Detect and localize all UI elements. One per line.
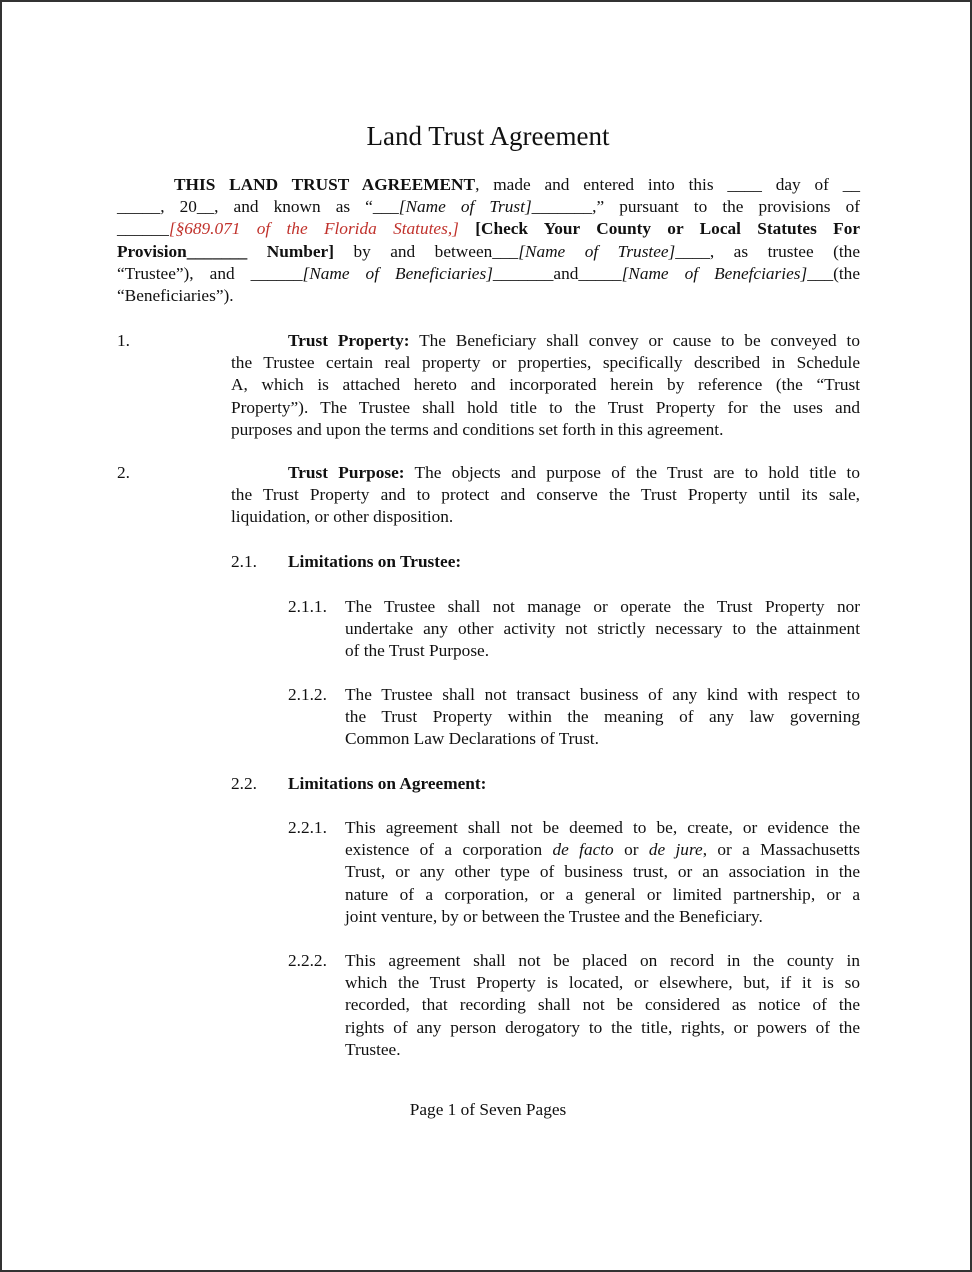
section-line: liquidation, or other disposition. <box>231 507 454 527</box>
clause-2-2-2 <box>345 950 860 1061</box>
beneficiaries-name-placeholder: [Name of Benefciaries] <box>621 263 808 283</box>
preamble-text: _____, 20__, and known as “___ <box>117 197 399 217</box>
clause-line: which the Trust Property is located, or elsewhere, but, if it is so <box>345 973 860 993</box>
section-line: A, which is attached hereto and incorporated herein by reference (the “Trust <box>231 375 860 395</box>
agreement-name: THIS LAND TRUST AGREEMENT <box>174 175 476 194</box>
clause-line: The Trustee shall not manage or operate the Trust Property nor <box>345 597 860 616</box>
statute-instruction: [Check Your County or Local Statutes For <box>475 219 861 239</box>
preamble-paragraph <box>117 174 860 307</box>
subsection-title: Limitations on Trustee: <box>288 552 462 571</box>
trust-name-placeholder: [Name of Trust] <box>398 197 532 217</box>
preamble-text: “Trustee”), and ______ <box>117 263 303 283</box>
preamble-text: _______and_____ <box>492 263 622 283</box>
subsection-title: Limitations on Agreement: <box>288 774 487 793</box>
statute-instruction: Provision_______ Number] <box>117 241 334 261</box>
clause-text: existence of a corporation <box>345 840 553 860</box>
section-trust-property <box>231 330 860 441</box>
preamble-text: ___(the <box>807 263 860 283</box>
trustee-name-placeholder: [Name of Trustee] <box>518 241 676 261</box>
preamble-text: by and between___ <box>333 241 519 261</box>
clause-2-1-2 <box>345 684 860 751</box>
latin-term: de jure <box>648 840 703 860</box>
clause-text: or <box>613 840 649 860</box>
clause-number: 2.2.2. <box>288 951 327 970</box>
clause-line: recorded, that recording shall not be considered as notice of the <box>345 995 860 1015</box>
clause-number: 2.1.2. <box>288 685 327 704</box>
section-heading: Trust Property: <box>288 331 410 350</box>
section-line: purposes and upon the terms and conditions set forth in this agreement. <box>231 419 724 439</box>
clause-2-1-1 <box>345 596 860 663</box>
beneficiaries-name-placeholder: [Name of Beneficiaries] <box>302 263 493 283</box>
clause-line: rights of any person derogatory to the title, rights, or powers of the <box>345 1017 860 1037</box>
clause-number: 2.1.1. <box>288 597 327 616</box>
clause-line: of the Trust Purpose. <box>345 641 490 661</box>
preamble-line <box>117 196 860 218</box>
clause-text: , or a Massachusetts <box>702 840 861 860</box>
section-text: The Beneficiary shall convey or cause to be conveyed to <box>409 331 860 350</box>
preamble-text: ______ <box>117 219 169 239</box>
preamble-line <box>117 174 860 196</box>
preamble-line <box>117 263 860 285</box>
preamble-text: ____, as trustee (the <box>675 241 860 261</box>
preamble-line <box>117 218 860 240</box>
section-line <box>231 462 860 484</box>
clause-line: Trustee. <box>345 1039 401 1059</box>
statute-reference: [§689.071 of the Florida Statutes,] <box>168 219 459 239</box>
clause-line: This agreement shall not be placed on record in the county in <box>345 951 860 970</box>
preamble-line <box>117 241 860 263</box>
clause-line: joint venture, by or between the Trustee and the Beneficiary. <box>345 906 763 926</box>
clause-2-2-1 <box>345 817 860 928</box>
subsection-heading <box>288 773 486 795</box>
clause-line: undertake any other activity not strictly necessary to the attainment <box>345 619 860 639</box>
subsection-heading <box>288 551 461 573</box>
section-line <box>231 330 860 352</box>
subsection-number: 2.2. <box>231 774 257 793</box>
page-footer: Page 1 of Seven Pages <box>409 1100 567 1119</box>
clause-line: The Trustee shall not transact business of any kind with respect to <box>345 685 860 704</box>
section-line: the Trustee certain real property or properties, specifically described in Schedule <box>231 353 860 373</box>
latin-term: de facto <box>552 840 614 860</box>
clause-line: nature of a corporation, or a general or limited partnership, or a <box>345 884 860 904</box>
clause-line <box>345 839 860 861</box>
clause-number: 2.2.1. <box>288 818 327 837</box>
section-trust-purpose <box>231 462 860 529</box>
clause-line: Common Law Declarations of Trust. <box>345 729 599 749</box>
section-line: the Trust Property and to protect and conserve the Trust Property until its sale, <box>231 485 860 505</box>
clause-line: the Trust Property within the meaning of any law governing <box>345 707 860 727</box>
clause-line: Trust, or any other type of business trust, or an association in the <box>345 862 860 882</box>
clause-line: This agreement shall not be deemed to be, create, or evidence the <box>345 818 860 837</box>
section-number: 2. <box>117 463 130 482</box>
section-line: Property”). The Trustee shall hold title to the Trust Property for the uses and <box>231 397 860 417</box>
preamble-text: , made and entered into this ____ day of __ <box>475 175 861 194</box>
preamble-text: _______,” pursuant to the provisions of <box>531 197 860 217</box>
section-text: The objects and purpose of the Trust are to hold title to <box>404 463 860 482</box>
section-number: 1. <box>117 331 130 350</box>
section-heading: Trust Purpose: <box>288 463 405 482</box>
preamble-line: “Beneficiaries”). <box>117 286 234 306</box>
subsection-number: 2.1. <box>231 552 257 571</box>
document-title: Land Trust Agreement <box>366 121 610 151</box>
